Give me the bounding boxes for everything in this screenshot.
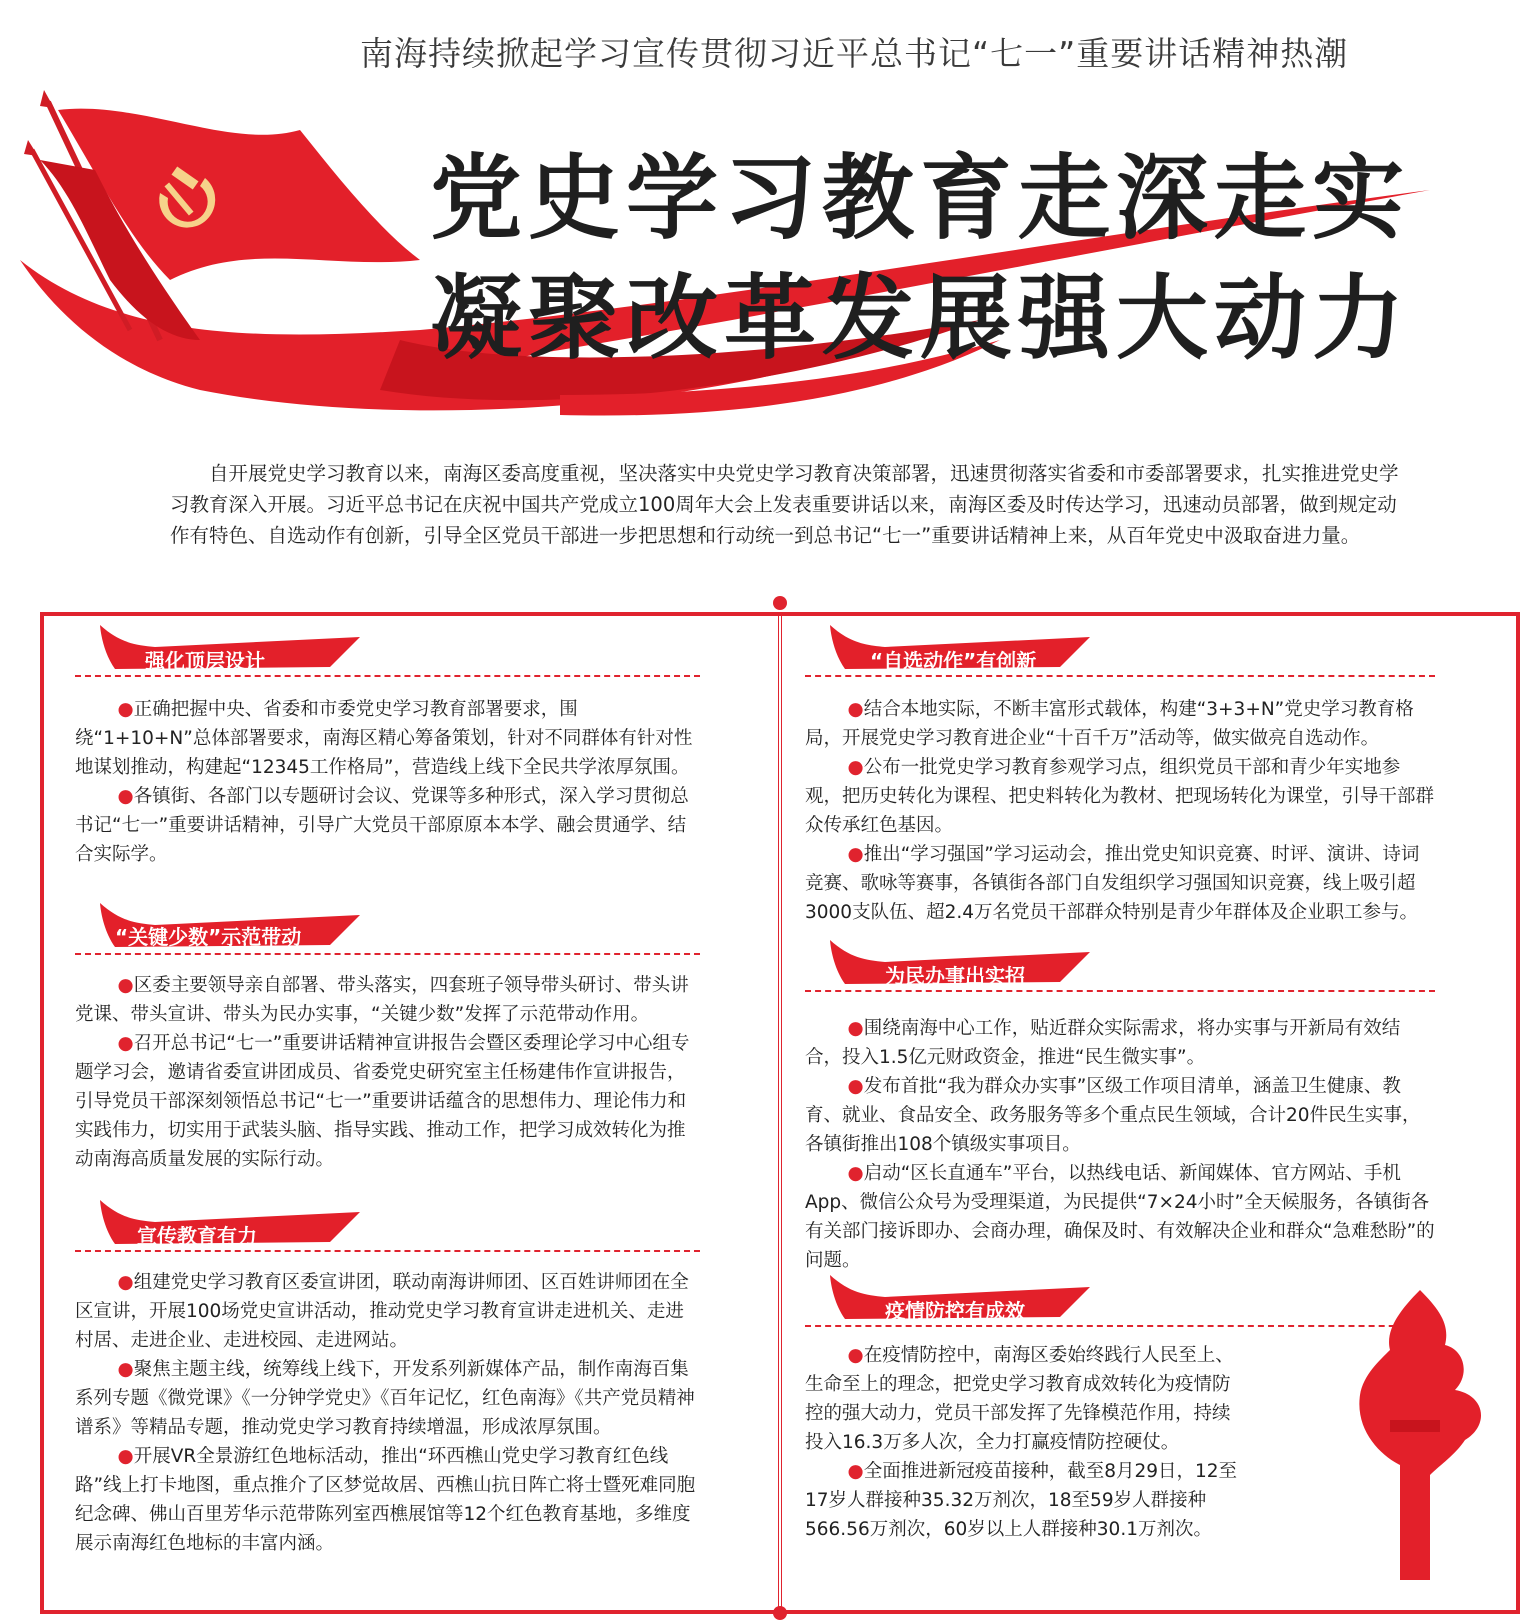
bullet-icon: ● [117,1359,134,1380]
section-heading [75,903,700,951]
bullet-icon: ● [847,1345,864,1366]
divider-dot-bottom [773,1606,787,1620]
section-heading [805,940,1435,988]
section-rule [805,675,1435,677]
bullet-icon: ● [847,1076,864,1097]
section-paragraph: ●发布首批“我为群众办实事”区级工作项目清单，涵盖卫生健康、教育、就业、食品安全、政务服务等多个重点民生领域，合计20件民生实事，各镇街推出108个镇级实事项目。 [805,1076,1421,1155]
bullet-icon: ● [847,699,864,720]
section-heading [75,625,700,673]
main-title-line-1: 党史学习教育走深走实 [430,145,1411,252]
bullet-icon: ● [847,1018,864,1039]
section-paragraph: ●召开总书记“七一”重要讲话精神宣讲报告会暨区委理论学习中心组专题学习会，邀请省委宣讲团成员、省委党史研究室主任杨建伟作宣讲报告，引导党员干部深刻领悟总书记“七一”重要讲话蕴含的思想伟力、理论伟力和实践伟力，切实用于武装头脑、指导实践、推动工作，把学习成效转化为推动南海高质量发展的实际行动。 [75,1033,690,1170]
section-title: 强化顶层设计 [145,649,265,673]
section-paragraph: ●在疫情防控中，南海区委始终践行人民至上、生命至上的理念，把党史学习教育成效转化为疫情防控的强大动力，党员干部发挥了先锋模范作用，持续投入16.3万多人次，全力打赢疫情防控硬仗。 [805,1345,1234,1453]
section-rule [75,1250,700,1252]
section-heading [805,1275,1245,1323]
section-heading [805,625,1435,673]
section-paragraph: ●区委主要领导亲自部署、带头落实，四套班子领导带头研讨、带头讲党课、带头宣讲、带头为民办实事，“关键少数”发挥了示范带动作用。 [75,975,689,1025]
section-paragraph: ●启动“区长直通车”平台，以热线电话、新闻媒体、官方网站、手机App、微信公众号为受理渠道，为民提供“7×24小时”全天候服务，各镇街各有关部门接诉即办、会商办理，确保及时、有效解决企业和群众“急难愁盼”的问题。 [805,1163,1435,1271]
section-title: 宣传教育有力 [137,1224,257,1248]
section-key-few [75,903,700,1174]
column-divider [778,612,782,1614]
section-paragraph: ●开展VR全景游红色地标活动，推出“环西樵山党史学习教育红色线路”线上打卡地图，重点推介了区梦觉故居、西樵山抗日阵亡将士暨死难同胞纪念碑、佛山百里芳华示范带陈列室西樵展馆等12个红色教育基地，多维度展示南海红色地标的丰富内涵。 [75,1446,696,1554]
section-paragraph: ●结合本地实际，不断丰富形式载体，构建“3+3+N”党史学习教育格局，开展党史学习教育进企业“十百千万”活动等，做实做亮自选动作。 [805,699,1414,749]
section-title: 为民办事出实招 [885,964,1025,988]
main-title-line-2: 凝聚改革发展强大动力 [430,265,1411,372]
bullet-icon: ● [117,1446,134,1467]
section-paragraph: ●全面推进新冠疫苗接种，截至8月29日，12至17岁人群接种35.32万剂次，18至59岁人群接种566.56万剂次，60岁以上人群接种30.1万剂次。 [805,1461,1238,1540]
section-epidemic [805,1275,1245,1544]
section-paragraph: ●各镇街、各部门以专题研讨会议、党课等多种形式，深入学习贯彻总书记“七一”重要讲话精神，引导广大党员干部原原本本学、融会贯通学、结合实际学。 [75,786,689,865]
section-title: 疫情防控有成效 [885,1299,1025,1323]
section-self-selected [805,625,1435,927]
bullet-icon: ● [117,975,134,996]
bullet-icon: ● [117,786,134,807]
section-heading [75,1200,700,1248]
bullet-icon: ● [117,699,134,720]
torch-icon [1345,1290,1495,1580]
section-paragraph: ●围绕南海中心工作，贴近群众实际需求，将办实事与开新局有效结合，投入1.5亿元财政资金，推进“民生微实事”。 [805,1018,1401,1068]
bullet-icon: ● [117,1033,134,1054]
section-paragraph: ●公布一批党史学习教育参观学习点，组织党员干部和青少年实地参观，把历史转化为课程、把史料转化为教材、把现场转化为课堂，引导干部群众传承红色基因。 [805,757,1435,836]
section-propaganda [75,1200,700,1558]
section-top-level-design [75,625,700,869]
bullet-icon: ● [847,1163,864,1184]
bullet-icon: ● [847,757,864,778]
divider-dot-top [773,596,787,610]
section-paragraph: ●推出“学习强国”学习运动会，推出党史知识竞赛、时评、演讲、诗词竞赛、歌咏等赛事，各镇街各部门自发组织学习强国知识竞赛，线上吸引超3000支队伍、超2.4万名党员干部群众特别是青少年群体及企业职工参与。 [805,844,1420,923]
bullet-icon: ● [847,844,864,865]
intro-paragraph: 自开展党史学习教育以来，南海区委高度重视，坚决落实中央党史学习教育决策部署，迅速贯彻落实省委和市委部署要求，扎实推进党史学习教育深入开展。习近平总书记在庆祝中国共产党成立100周年大会上发表重要讲话以来，南海区委及时传达学习，迅速动员部署，做到规定动作有特色、自选动作有创新，引导全区党员干部进一步把思想和行动统一到总书记“七一”重要讲话精神上来，从百年党史中汲取奋进力量。 [170,462,1399,547]
section-paragraph: ●聚焦主题主线，统筹线上线下，开发系列新媒体产品，制作南海百集系列专题《微党课》《一分钟学党史》《百年记忆，红色南海》《共产党员精神谱系》等精品专题，推动党史学习教育持续增温，形成浓厚氛围。 [75,1359,695,1438]
section-rule [805,1325,1435,1327]
section-rule [75,953,700,955]
bullet-icon: ● [117,1272,134,1293]
bullet-icon: ● [847,1461,864,1482]
section-rule [75,675,700,677]
section-paragraph: ●正确把握中央、省委和市委党史学习教育部署要求，围绕“1+10+N”总体部署要求，南海区精心筹备策划，针对不同群体有针对性地谋划推动，构建起“12345工作格局”，营造线上线下全民共学浓厚氛围。 [75,699,693,778]
section-service [805,940,1435,1275]
page-subtitle: 南海持续掀起学习宣传贯彻习近平总书记“七一”重要讲话精神热潮 [360,34,1349,73]
section-title: “自选动作”有创新 [870,649,1037,673]
section-title: “关键少数”示范带动 [115,925,302,949]
section-rule [805,990,1435,992]
section-paragraph: ●组建党史学习教育区委宣讲团，联动南海讲师团、区百姓讲师团在全区宣讲，开展100场党史宣讲活动，推动党史学习教育宣讲走进机关、走进村居、走进企业、走进校园、走进网站。 [75,1272,689,1351]
